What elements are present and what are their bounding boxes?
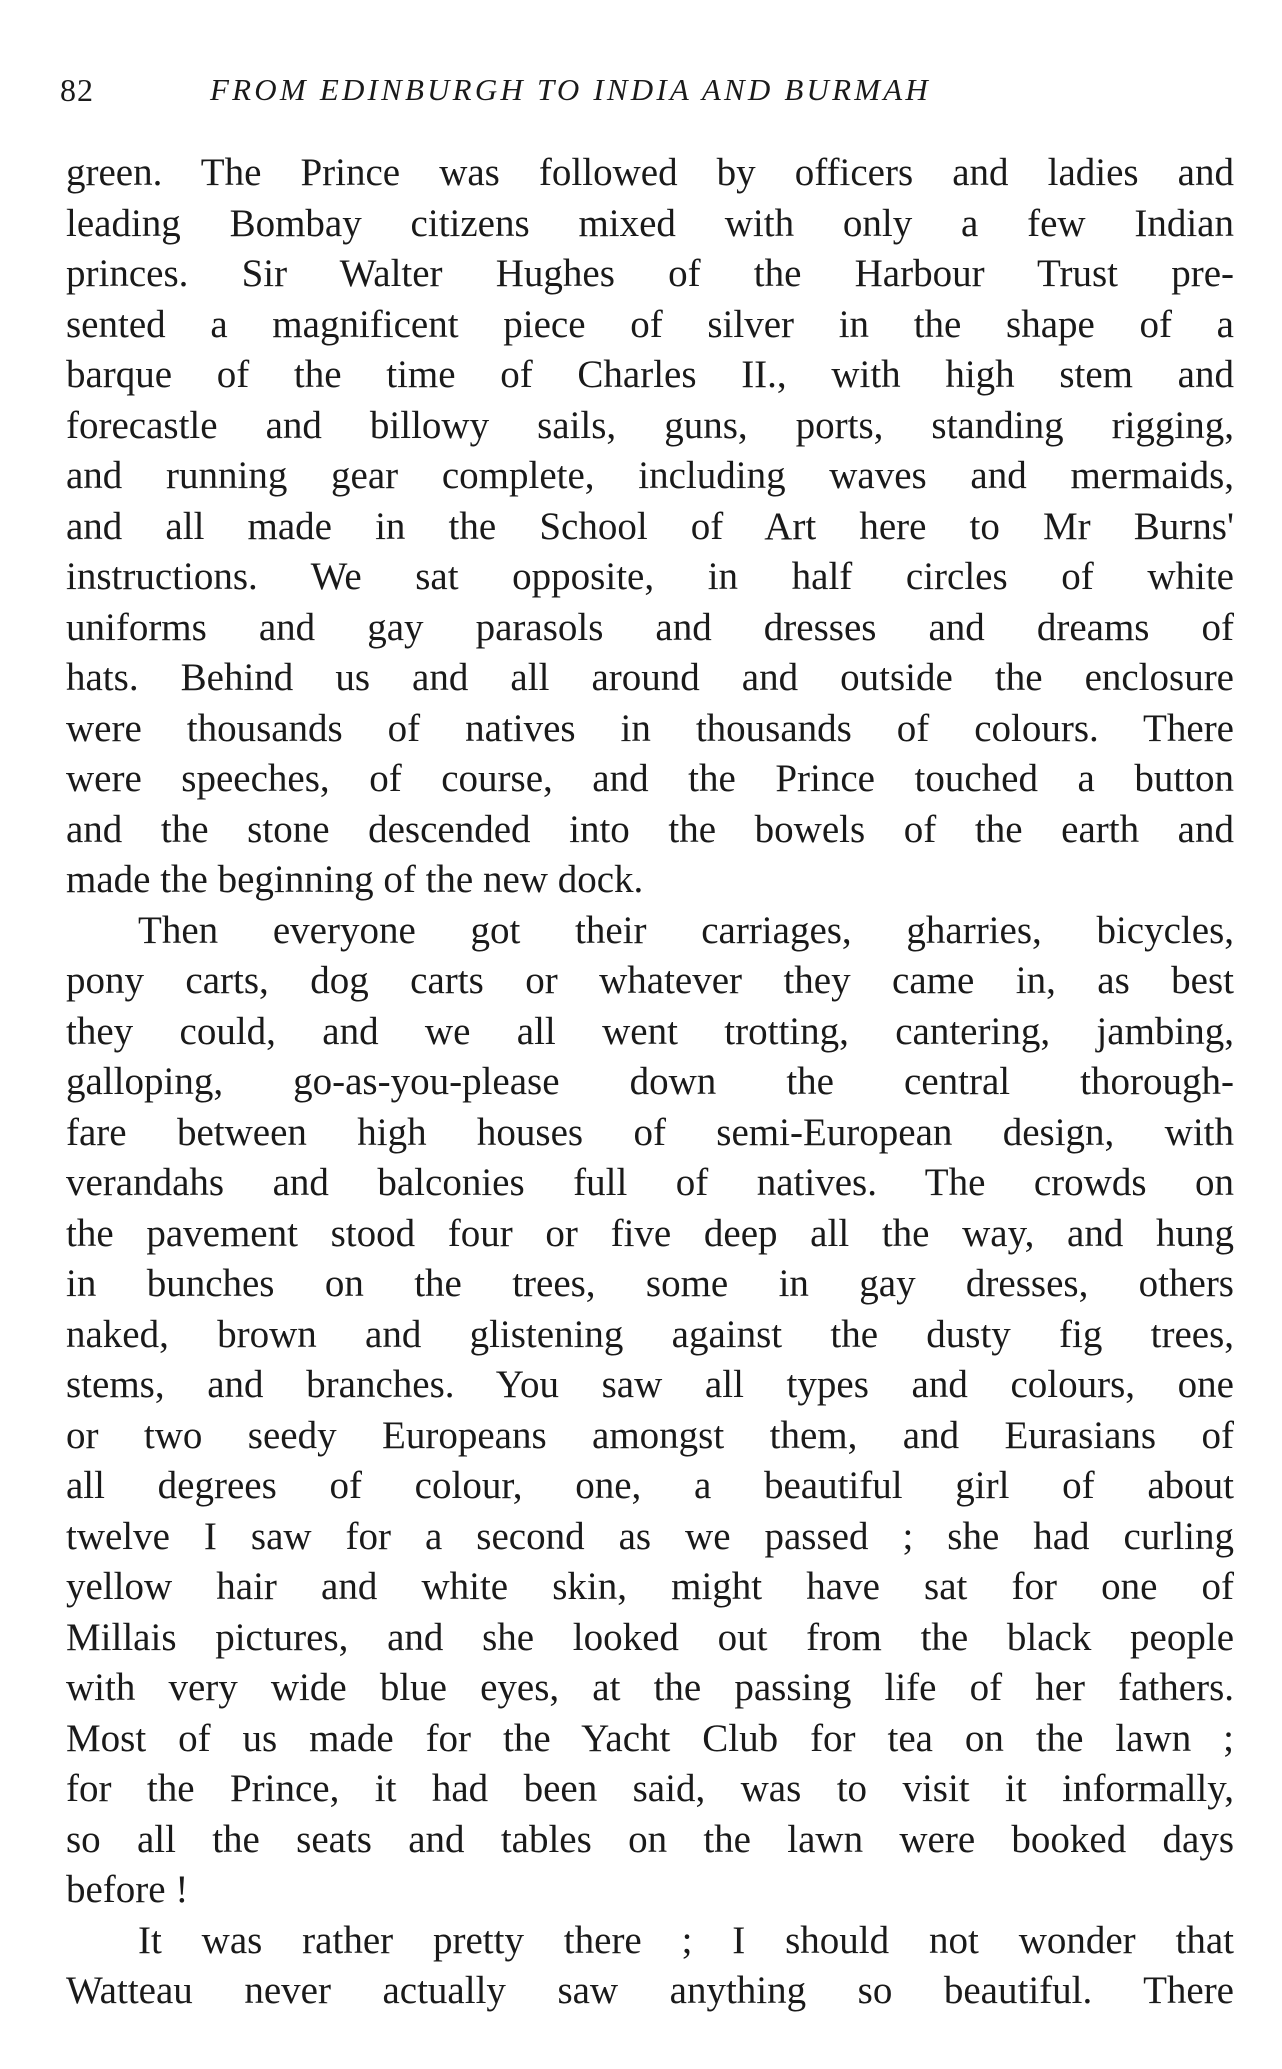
text-line: made the beginning of the new dock.	[66, 858, 644, 901]
page-number: 82	[60, 72, 94, 108]
text-line: It was rather pretty there ; I should not wonder that	[138, 1918, 1234, 1962]
text-line: green. The Prince was followed by officers and ladies and	[66, 151, 1234, 194]
paragraph	[66, 906, 1234, 1916]
text-line: stems, and branches. You saw all types and colours, one	[66, 1363, 1234, 1406]
text-line: and running gear complete, including waves and mermaids,	[66, 454, 1234, 497]
paragraph	[66, 1916, 1234, 2017]
text-line: they could, and we all went trotting, cantering, jambing,	[66, 1009, 1234, 1053]
text-line: forecastle and billowy sails, guns, ports, standing rigging,	[66, 403, 1234, 447]
text-line: in bunches on the trees, some in gay dresses, others	[66, 1262, 1234, 1305]
text-line: the pavement stood four or five deep all the way, and hung	[66, 1211, 1234, 1255]
text-line: Watteau never actually saw anything so beautiful. There	[66, 1969, 1234, 2012]
text-line: princes. Sir Walter Hughes of the Harbour Trust pre-	[66, 252, 1234, 295]
paragraph	[66, 148, 1234, 906]
text-line: and all made in the School of Art here to Mr Burns'	[66, 504, 1234, 548]
text-line: fare between high houses of semi-European design, with	[66, 1110, 1234, 1154]
text-line: twelve I saw for a second as we passed ; she had curling	[66, 1514, 1234, 1558]
text-line: were speeches, of course, and the Prince touched a button	[66, 757, 1234, 800]
text-line: or two seedy Europeans amongst them, and Eurasians of	[66, 1413, 1234, 1457]
text-line: Millais pictures, and she looked out from the black people	[66, 1615, 1234, 1659]
text-line: so all the seats and tables on the lawn were booked days	[66, 1817, 1234, 1861]
text-line: leading Bombay citizens mixed with only a few Indian	[66, 201, 1234, 245]
text-line: instructions. We sat opposite, in half circles of white	[66, 555, 1234, 598]
text-line: for the Prince, it had been said, was to visit it informally,	[66, 1767, 1234, 1810]
running-head-title: FROM EDINBURGH TO INDIA AND BURMAH	[210, 72, 931, 107]
text-line: were thousands of natives in thousands of colours. There	[66, 706, 1234, 750]
text-line: uniforms and gay parasols and dresses and dreams of	[66, 605, 1234, 649]
text-line: galloping, go-as-you-please down the central thorough-	[66, 1060, 1234, 1103]
text-line: pony carts, dog carts or whatever they came in, as best	[66, 959, 1234, 1002]
body-text	[66, 148, 1234, 2017]
text-line: yellow hair and white skin, might have sat for one of	[66, 1565, 1234, 1608]
text-line: Then everyone got their carriages, gharries, bicycles,	[138, 908, 1234, 952]
text-line: Most of us made for the Yacht Club for tea on the lawn ;	[66, 1716, 1234, 1760]
text-line: with very wide blue eyes, at the passing life of her fathers.	[66, 1666, 1234, 1709]
text-line: and the stone descended into the bowels of the earth and	[66, 807, 1234, 851]
text-line: before !	[66, 1868, 189, 1911]
text-line: hats. Behind us and all around and outside the enclosure	[66, 656, 1234, 699]
text-line: verandahs and balconies full of natives. The crowds on	[66, 1161, 1234, 1204]
text-line: all degrees of colour, one, a beautiful girl of about	[66, 1464, 1234, 1507]
running-head	[60, 72, 1230, 122]
text-line: barque of the time of Charles II., with high stem and	[66, 353, 1234, 396]
text-line: sented a magnificent piece of silver in the shape of a	[66, 302, 1234, 346]
text-line: naked, brown and glistening against the dusty fig trees,	[66, 1312, 1234, 1356]
